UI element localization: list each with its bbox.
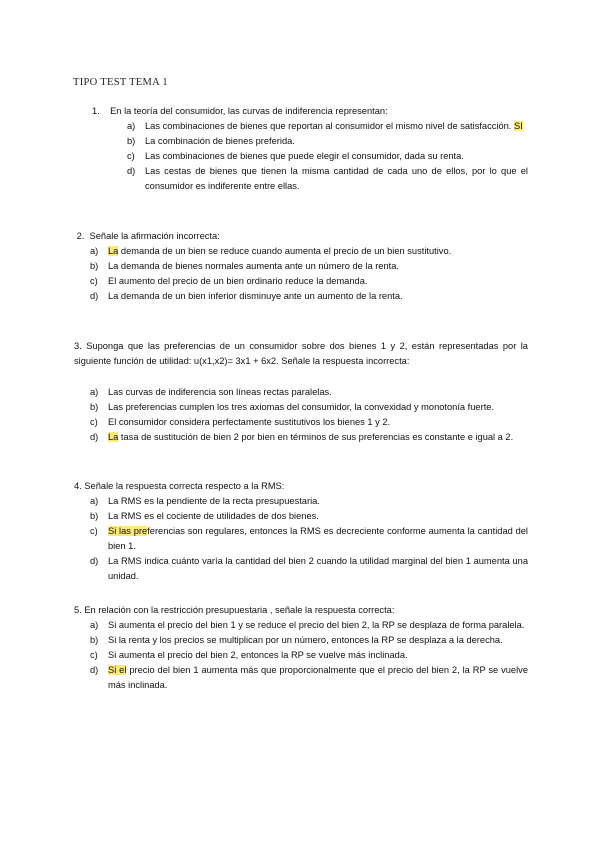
- option-text: Las combinaciones de bienes que puede elegir el consumidor, dada su renta.: [145, 151, 464, 161]
- option-letter: a): [90, 246, 99, 256]
- option-text: demanda de un bien se reduce cuando aumenta el precio de un bien sustitutivo.: [118, 246, 452, 256]
- highlight: La: [108, 432, 119, 442]
- question-2: [74, 229, 528, 304]
- option-text: Las combinaciones de bienes que reportan al consumidor el mismo nivel de satisfacción.: [145, 121, 512, 131]
- option-letter: a): [127, 121, 136, 131]
- option-letter: c): [90, 276, 98, 286]
- option-letter: a): [90, 496, 99, 506]
- question-text: Señale la respuesta correcta respecto a la RMS:: [84, 481, 285, 491]
- option-text: La RMS es el cociente de utilidades de dos bienes.: [108, 511, 319, 521]
- option-text: El consumidor considera perfectamente sustitutivos los bienes 1 y 2.: [108, 417, 391, 427]
- option-text: ferencias son regulares, entonces la RMS es decreciente conforme aumenta la cantidad del bien 1.: [108, 526, 528, 551]
- option-letter: b): [90, 511, 99, 521]
- question-number: 3.: [74, 341, 82, 351]
- option-letter: b): [127, 136, 136, 146]
- option-b: [90, 633, 528, 648]
- question-text: En la teoría del consumidor, las curvas de indiferencia representan:: [110, 106, 388, 116]
- option-b: [90, 509, 528, 524]
- question-number: 2.: [76, 231, 85, 241]
- question-number: 5.: [74, 605, 82, 615]
- question-stem: [74, 603, 528, 618]
- option-letter: b): [90, 261, 99, 271]
- option-text: La demanda de bienes normales aumenta ante un número de la renta.: [108, 261, 399, 271]
- option-letter: b): [90, 635, 99, 645]
- option-a: [127, 119, 528, 134]
- option-d: [90, 554, 528, 584]
- option-b: [90, 400, 528, 415]
- option-text: Si la renta y los precios se multiplican por un número, entonces la RP se desplaza a la derecha.: [108, 635, 503, 645]
- option-letter: c): [90, 417, 98, 427]
- option-letter: d): [90, 665, 99, 675]
- option-b: [90, 259, 528, 274]
- option-text: Las preferencias cumplen los tres axiomas del consumidor, la convexidad y monotonía fuerte.: [108, 402, 495, 412]
- question-stem: [74, 339, 528, 369]
- option-text: tasa de sustitución de bien 2 por bien en términos de sus preferencias es constante e igual a 2.: [118, 432, 514, 442]
- option-a: [90, 494, 528, 509]
- question-4: [74, 479, 528, 584]
- option-a: [90, 385, 528, 400]
- option-a: [90, 244, 528, 259]
- option-b: [127, 134, 528, 149]
- option-c: [90, 274, 528, 289]
- highlight: Si las pre: [108, 526, 148, 536]
- question-5: [74, 603, 528, 693]
- option-text: Las cestas de bienes que tienen la misma cantidad de cada uno de ellos, por lo que el consumidor es indiferente entre ellas.: [145, 166, 528, 191]
- option-a: [90, 618, 528, 633]
- option-letter: a): [90, 387, 99, 397]
- question-text: Señale la afirmación incorrecta:: [89, 231, 220, 241]
- question-number: 1.: [92, 106, 100, 116]
- question-text: En relación con la restricción presupuestaria , señale la respuesta correcta:: [84, 605, 395, 615]
- option-letter: d): [90, 291, 99, 301]
- option-text: Si aumenta el precio del bien 2, entonces la RP se vuelve más inclinada.: [108, 650, 408, 660]
- option-text: Las curvas de indiferencia son líneas rectas paralelas.: [108, 387, 332, 397]
- option-text: El aumento del precio de un bien ordinario reduce la demanda.: [108, 276, 368, 286]
- option-d: [90, 289, 528, 304]
- option-letter: c): [90, 650, 98, 660]
- option-c: [90, 648, 528, 663]
- answer-tag: SI: [514, 121, 523, 131]
- option-letter: d): [90, 432, 99, 442]
- option-letter: a): [90, 620, 99, 630]
- question-stem: [74, 229, 528, 244]
- question-1: [92, 104, 528, 194]
- document-title: TIPO TEST TEMA 1: [73, 77, 168, 88]
- option-c: [90, 415, 528, 430]
- question-3: [74, 339, 528, 445]
- option-d: [90, 430, 528, 445]
- question-text: Suponga que las preferencias de un consumidor sobre dos bienes 1 y 2, están representadas por la siguiente función de utilidad: u(x1,x2)= 3x1 + 6x2. Señale la respuesta incorrecta:: [74, 341, 528, 366]
- option-text: La RMS indica cuánto varía la cantidad del bien 2 cuando la utilidad marginal del bien 1 aumenta una unidad.: [108, 556, 528, 581]
- highlight: Si el: [108, 665, 127, 675]
- highlight: La: [108, 246, 119, 256]
- option-text: Si aumenta el precio del bien 1 y se reduce el precio del bien 2, la RP se desplaza de forma paralela.: [108, 620, 525, 630]
- option-text: La combinación de bienes preferida.: [145, 136, 295, 146]
- option-d: [127, 164, 528, 194]
- question-number: 4.: [74, 481, 82, 491]
- option-d: [90, 663, 528, 693]
- option-text: precio del bien 1 aumenta más que proporcionalmente que el precio del bien 2, la RP se vuelve más inclinada.: [108, 665, 528, 690]
- question-stem: [92, 104, 528, 119]
- option-letter: c): [127, 151, 135, 161]
- option-letter: d): [127, 166, 136, 176]
- option-letter: b): [90, 402, 99, 412]
- option-text: La RMS es la pendiente de la recta presupuestaria.: [108, 496, 320, 506]
- option-c: [127, 149, 528, 164]
- option-letter: d): [90, 556, 99, 566]
- option-text: La demanda de un bien inferior disminuye ante un aumento de la renta.: [108, 291, 403, 301]
- option-letter: c): [90, 526, 98, 536]
- option-c: [90, 524, 528, 554]
- question-stem: [74, 479, 528, 494]
